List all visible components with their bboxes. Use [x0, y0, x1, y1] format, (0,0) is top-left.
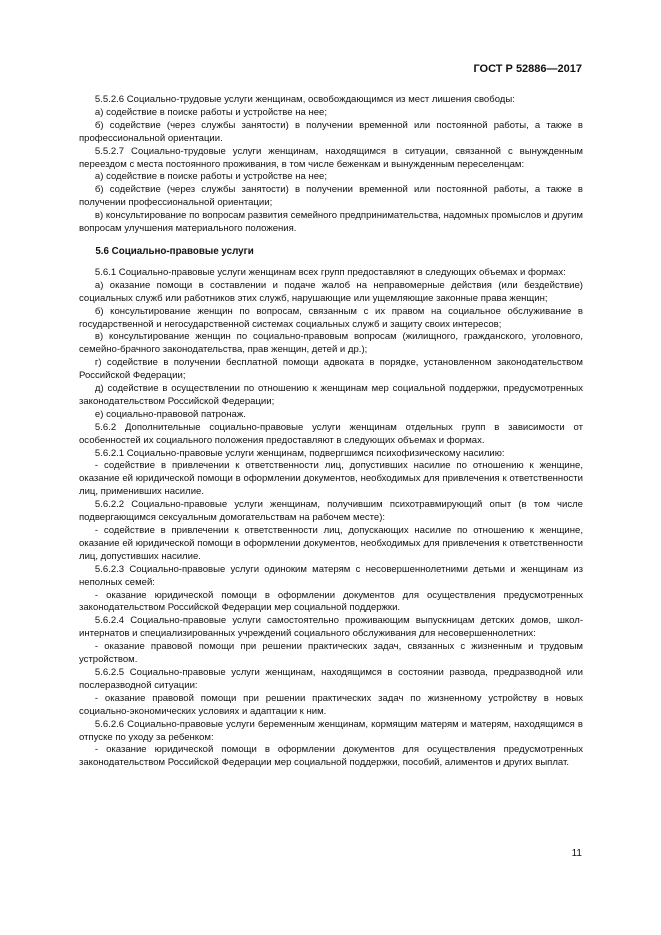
- paragraph: 5.6.2.3 Социально-правовые услуги одиноким матерям с несовершеннолетними детьми и женщинам из неполных семей:: [79, 563, 583, 588]
- page-content: [79, 94, 583, 770]
- document-number: ГОСТ Р 52886—2017: [473, 63, 582, 75]
- paragraph: - оказание правовой помощи при решении практических задач, связанных с жизненным и трудовым устройством.: [79, 641, 583, 666]
- section-heading: 5.6 Социально-правовые услуги: [95, 245, 254, 257]
- paragraph: д) содействие в осуществлении по отношению к женщинам мер социальной поддержки, предусмотренных законодательством Российской Федерации;: [79, 383, 583, 407]
- paragraph: г) содействие в получении бесплатной помощи адвоката в порядке, установленном законодательством Российской Федерации;: [79, 357, 583, 382]
- paragraph: в) консультирование женщин по социально-правовым вопросам (жилищного, гражданского, уголовного, семейно-брачного законодательства, прав женщин, детей и др.);: [79, 331, 583, 356]
- paragraph: - содействие в привлечении к ответственности лиц, допускающих насилие по отношению к женщине, оказание ей юридической помощи в оформлении документов, необходимых для привлечения к ответственности лиц, допустивших насилие.: [79, 525, 583, 562]
- paragraph: 5.6.2.4 Социально-правовые услуги самостоятельно проживающим выпускницам детских домов, школ-интернатов и специализированных учреждений социального обслуживания для несовершеннолетних:: [79, 615, 583, 640]
- paragraph: 5.6.2.2 Социально-правовые услуги женщинам, получившим психотравмирующий опыт (в том числе подвергающимся сексуальным домогательствам на рабочем месте):: [79, 499, 583, 524]
- paragraph: е) социально-правовой патронаж.: [94, 408, 246, 420]
- paragraph: 5.5.2.6 Социально-трудовые услуги женщинам, освобождающимся из мест лишения свободы:: [94, 94, 515, 105]
- section-body: [79, 267, 583, 770]
- paragraph: б) консультирование женщин по вопросам, связанным с их правом на социальное обслуживание в государственной и негосударственной системах социальных служб и защиту своих интересов;: [79, 305, 583, 330]
- paragraph: 5.6.2.5 Социально-правовые услуги женщинам, находящимся в состоянии развода, предразводной или послеразводной ситуации:: [79, 666, 583, 691]
- paragraph: 5.6.2.1 Социально-правовые услуги женщинам, подвергшимся психофизическому насилию:: [94, 447, 505, 459]
- paragraph: 5.6.2 Дополнительные социально-правовые услуги женщинам отдельных групп в зависимости от особенностей их социального положения предоставляют в следующих объемах и формах.: [79, 421, 583, 446]
- paragraph: а) содействие в поиске работы и устройстве на нее;: [94, 171, 327, 183]
- paragraph: - оказание юридической помощи в оформлении документов для осуществления предусмотренных законодательством Российской Федерации мер социальной поддержки.: [79, 589, 583, 614]
- paragraph: б) содействие (через службы занятости) в получении временной или постоянной работы, а также в получении профессиональной ориентации;: [79, 184, 583, 209]
- paragraph: 5.6.1 Социально-правовые услуги женщинам всех групп предоставляют в следующих объемах и формах:: [94, 266, 566, 278]
- paragraph: в) консультирование по вопросам развития семейного предпринимательства, надомных промыслов и другим вопросам улучшения материального положения.: [79, 210, 583, 235]
- paragraph: - оказание правовой помощи при решении практических задач по жизненному устройству в новых социально-экономических условиях и адаптации к ним.: [79, 692, 583, 717]
- paragraph: - содействие в привлечении к ответственности лиц, допустивших насилие по отношению к женщине, оказание ей юридической помощи в оформлении документов, необходимых для привлечения к ответственности лиц, применивших насилие.: [79, 460, 583, 498]
- section-top: [79, 94, 583, 236]
- page-number: 11: [571, 848, 582, 859]
- paragraph: 5.5.2.7 Социально-трудовые услуги женщинам, находящимся в ситуации, связанной с вынужденным переездом с места постоянного проживания, в том числе беженкам и вынужденным переселенцам:: [79, 145, 583, 170]
- paragraph: 5.6.2.6 Социально-правовые услуги беременным женщинам, кормящим матерям и матерям, находящимся в отпуске по уходу за ребенком:: [79, 718, 583, 743]
- paragraph: а) оказание помощи в составлении и подаче жалоб на неправомерные действия (или бездействие) социальных служб или работников этих служб, нарушающие или ущемляющие законные права женщин;: [79, 279, 583, 304]
- paragraph: б) содействие (через службы занятости) в получении временной или постоянной работы, а также в профессиональной ориентации.: [79, 119, 583, 144]
- paragraph: - оказание юридической помощи в оформлении документов для осуществления предусмотренных законодательством Российской Федерации мер социальной поддержки, пособий, алиментов и других выплат.: [79, 744, 583, 769]
- paragraph: а) содействие в поиске работы и устройстве на нее;: [94, 106, 327, 118]
